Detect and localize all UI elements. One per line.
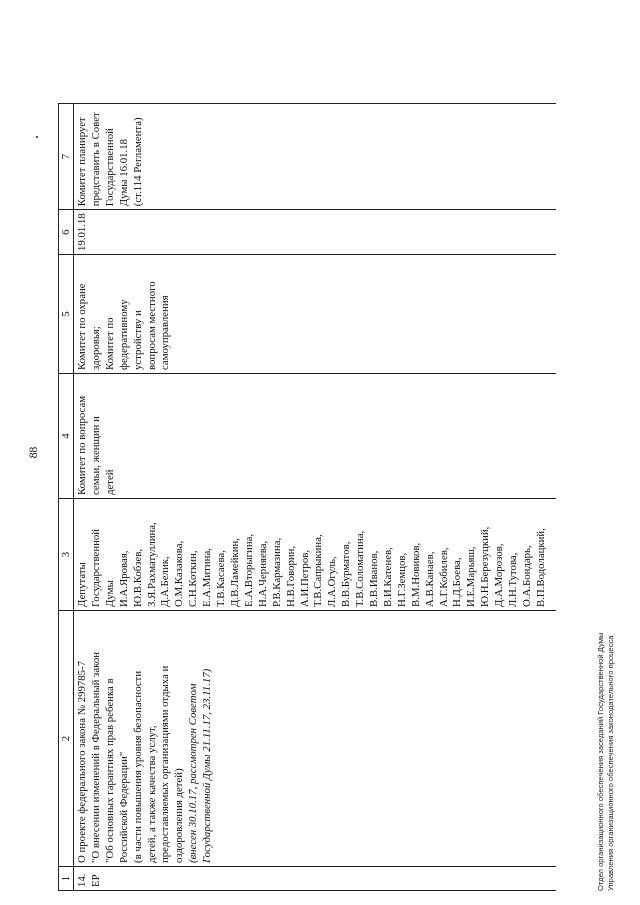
faction-label: ЕР [89,874,102,887]
author-line: Н.В.Говорин, [284,545,297,607]
table-row [74,104,557,891]
bill-title-cell [74,611,557,867]
bill-history-line: Государственной Думы 21.11.17, 23.11.17) [201,668,214,863]
author-line: В.В.Бурматов, [340,541,353,607]
author-line: О.А.Бондарь, [521,545,533,607]
committee-line: детей [103,469,116,495]
note-line: Думы 16.01.18 [117,139,130,207]
author-line: И.Е.Марьяш, [465,546,478,607]
committee-line: семьи, женщин и [89,416,102,495]
co-executors-cell [74,255,557,374]
author-line: Д.А.Морозов, [493,543,506,607]
bill-line: "Об основных гарантиях прав ребенка в [103,678,116,863]
column-number: 1 [59,867,74,891]
note-line: Государственной [103,128,116,207]
author-line: И.А.Яровая, [117,550,130,607]
author-line: Депутаты [76,562,88,607]
author-line: Д.А.Белик, [159,556,172,607]
date-cell [74,210,557,255]
bill-table [58,103,556,891]
bill-line: О проекте федерального закона № 299785-7 [76,660,88,863]
author-line: А.Г.Кобилев, [437,547,450,607]
author-line: А.В.Канаев, [423,551,436,607]
bill-line: оздоровления детей) [173,768,186,863]
author-line: Л.Н.Тутова, [507,552,520,607]
author-line: Ю.Н.Березуцкий, [479,526,492,607]
page-number: 88 [28,446,40,459]
author-line: Т.В.Касаева, [215,550,228,607]
column-number: 3 [59,499,74,611]
author-line: Е.А.Митина, [201,548,214,607]
bill-line: предоставляемых организациями отдыха и [159,665,172,863]
column-number: 7 [59,104,74,210]
note-line: Комитет планирует [76,117,88,207]
author-line: А.И.Петров, [298,549,311,607]
note-line: (ст.114 Регламента) [131,117,144,207]
author-line: Думы [103,580,116,607]
bill-history-line: (внесен 30.10.17, рассмотрен Советом [187,683,200,863]
date-value: 19.01.18 [76,213,88,251]
co-executor-line: Комитет по [103,317,116,370]
author-line: Е.А.Вторыгина, [242,533,255,607]
author-line: Р.В.Кармазина, [270,537,283,607]
footer-line: Управления организационного обеспечения законодательного процесса [606,635,615,891]
committee-line: Комитет по вопросам [76,395,88,495]
notes-cell [74,104,557,210]
author-line: Т.В.Сапрыкина, [312,534,325,607]
column-number: 6 [59,210,74,255]
co-executor-line: самоуправления [159,295,172,370]
author-line: Государственной [89,528,102,607]
author-line: О.М.Казакова, [173,540,186,607]
co-executor-line: здоровья; [89,326,102,370]
column-number-row [59,104,74,891]
author-line: Н.Г.Земцов, [395,552,408,607]
co-executor-line: Комитет по охране [76,283,88,370]
bill-line: детей, а также качества услут, [145,725,158,863]
co-executor-line: устройству и [131,310,144,370]
document-footer [596,633,616,891]
bill-line: (в части повышения уровня безопасности [131,670,144,863]
note-line: представить в Совет [89,112,102,207]
row-number-cell [74,867,557,891]
author-line: Д.В.Ламейкин, [228,538,241,607]
co-executor-line: вопросам местного [145,281,158,370]
responsible-committee-cell [74,374,557,499]
author-line: В.П.Водолацкий, [534,528,547,607]
column-number: 4 [59,374,74,499]
author-line: В.В.Иванов, [368,550,381,607]
author-line: Т.В.Соломатина, [354,530,367,607]
scan-dot [36,136,38,138]
column-number: 5 [59,255,74,374]
author-line: Ю.В.Кобзев, [131,548,144,607]
row-number: 14. [76,873,88,887]
bill-line: Российской Федерации" [117,751,130,863]
author-line: Н.А.Черняева, [256,540,269,607]
author-line: Л.А.Огуль, [326,556,339,607]
author-line: Н.Д.Боева, [451,557,464,607]
author-line: В.М.Новиков, [409,542,422,607]
author-line: С.Н.Коткин, [187,550,200,607]
co-executor-line: федеративному [117,299,130,370]
author-line: В.И.Катенев, [381,547,394,607]
column-number: 2 [59,611,74,867]
author-line: З.Я.Рахматуллина, [145,522,158,607]
footer-line: Отдел организационного обеспечения заседаний Государственной Думы [596,632,605,891]
bill-line: "О внесении изменений в Федеральный закон [89,651,102,863]
authors-cell [74,499,557,611]
